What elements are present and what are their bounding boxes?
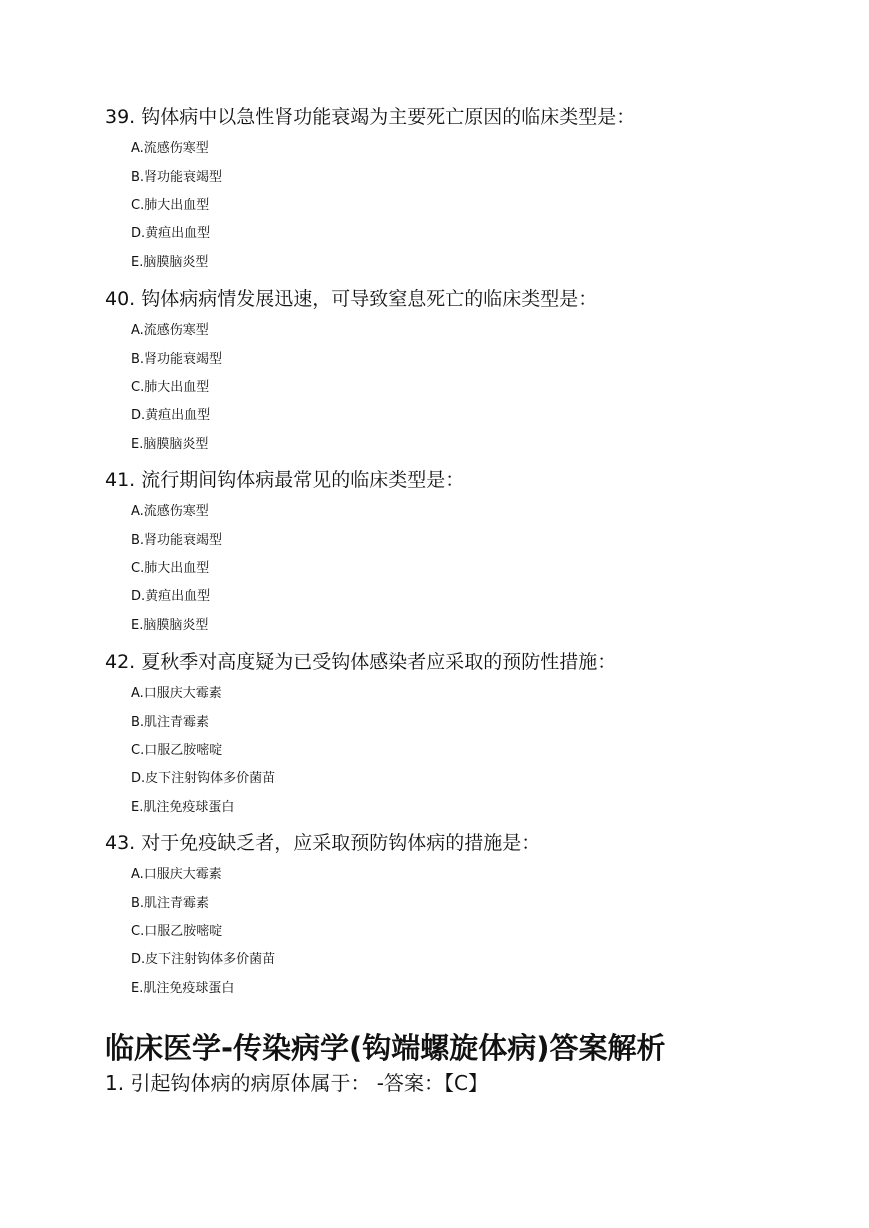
option-a: A.口服庆大霉素 xyxy=(131,867,222,883)
option-d: D.黄疸出血型 xyxy=(131,589,211,605)
option-c: C.口服乙胺嘧啶 xyxy=(131,923,223,939)
option-e: E.脑膜脑炎型 xyxy=(131,254,209,270)
option-b: B.肾功能衰竭型 xyxy=(131,351,223,367)
option-d: D.皮下注射钩体多价菌苗 xyxy=(131,771,276,787)
option-list xyxy=(105,317,845,459)
option-b: B.肌注青霉素 xyxy=(131,895,210,911)
option-a: A.流感伤寒型 xyxy=(131,323,209,339)
option-d: D.黄疸出血型 xyxy=(131,226,211,242)
option-b: B.肾功能衰竭型 xyxy=(131,532,223,548)
question-title: 43. 对于免疫缺乏者，应采取预防钩体病的措施是： xyxy=(105,832,541,854)
answer-section-heading: 临床医学-传染病学(钩端螺旋体病)答案解析 xyxy=(105,1031,666,1065)
option-e: E.肌注免疫球蛋白 xyxy=(131,980,235,996)
question-42 xyxy=(105,650,845,822)
option-list xyxy=(105,498,845,640)
option-b: B.肾功能衰竭型 xyxy=(131,169,223,185)
option-c: C.肺大出血型 xyxy=(131,379,210,395)
option-e: E.脑膜脑炎型 xyxy=(131,436,209,452)
question-41 xyxy=(105,468,845,640)
option-d: D.黄疸出血型 xyxy=(131,408,211,424)
option-c: C.肺大出血型 xyxy=(131,197,210,213)
answer-item-1: 1. 引起钩体病的病原体属于： -答案：【C】 xyxy=(105,1071,488,1095)
option-a: A.流感伤寒型 xyxy=(131,141,209,157)
question-39 xyxy=(105,105,845,277)
option-b: B.肌注青霉素 xyxy=(131,714,210,730)
option-d: D.皮下注射钩体多价菌苗 xyxy=(131,952,276,968)
option-e: E.脑膜脑炎型 xyxy=(131,617,209,633)
option-list xyxy=(105,135,845,277)
option-list xyxy=(105,680,845,822)
question-title: 40. 钩体病病情发展迅速，可导致窒息死亡的临床类型是： xyxy=(105,288,598,310)
question-title: 39. 钩体病中以急性肾功能衰竭为主要死亡原因的临床类型是： xyxy=(105,106,636,128)
option-a: A.流感伤寒型 xyxy=(131,504,209,520)
option-e: E.肌注免疫球蛋白 xyxy=(131,799,235,815)
option-c: C.口服乙胺嘧啶 xyxy=(131,742,223,758)
question-title: 41. 流行期间钩体病最常见的临床类型是： xyxy=(105,469,465,491)
option-list xyxy=(105,861,845,1003)
question-43 xyxy=(105,831,845,1003)
question-title: 42. 夏秋季对高度疑为已受钩体感染者应采取的预防性措施： xyxy=(105,651,617,673)
option-c: C.肺大出血型 xyxy=(131,560,210,576)
question-40 xyxy=(105,287,845,459)
option-a: A.口服庆大霉素 xyxy=(131,686,222,702)
